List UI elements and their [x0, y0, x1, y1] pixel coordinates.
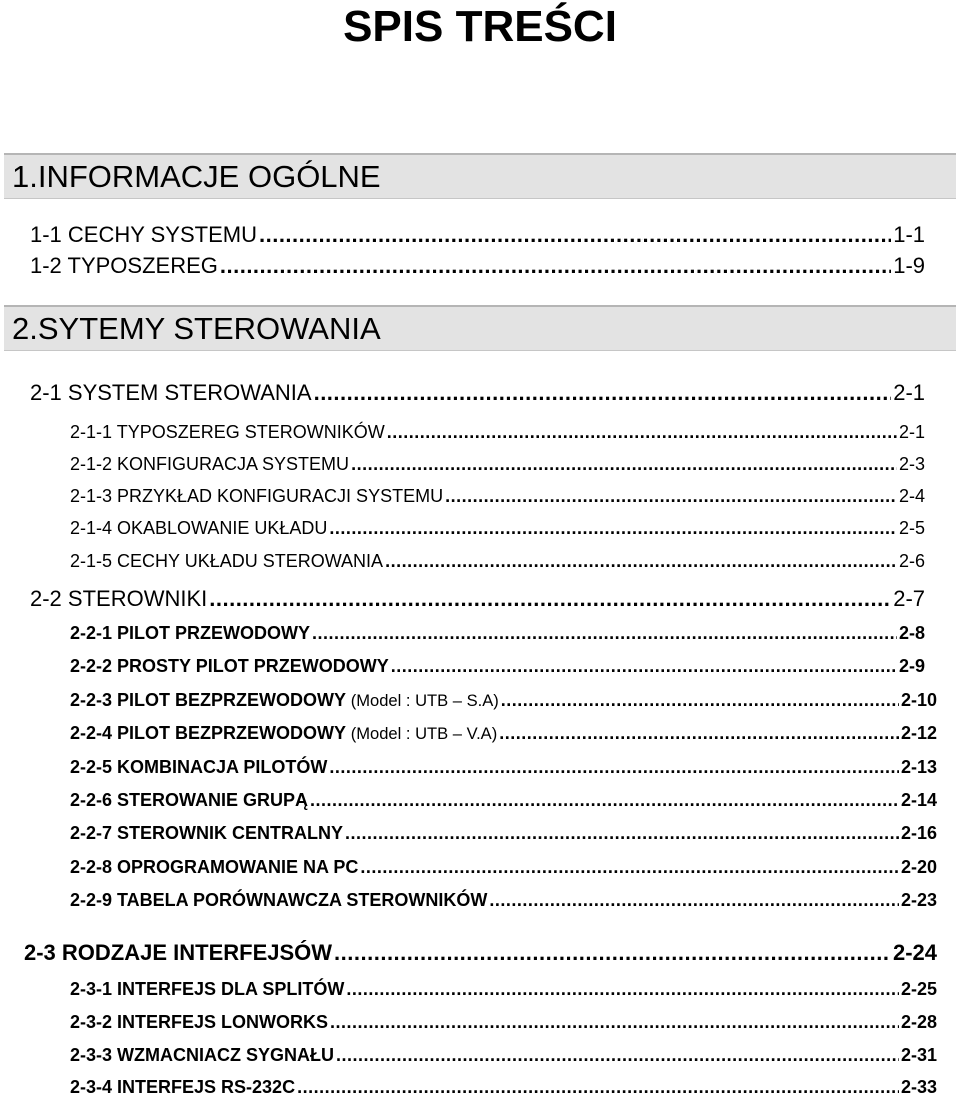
toc-entry-label: 2-2-5 KOMBINACJA PILOTÓW: [70, 757, 328, 777]
toc-entry-label: 2-1-3 PRZYKŁAD KONFIGURACJI SYSTEMU: [70, 486, 444, 506]
toc-entry[interactable]: [70, 690, 937, 711]
section-heading-2: [4, 305, 956, 351]
toc-entry[interactable]: [70, 656, 925, 677]
toc-entry-label: 2-1-1 TYPOSZEREG STEROWNIKÓW: [70, 422, 385, 442]
dot-leader: [209, 586, 891, 612]
toc-entry-page: 2-33: [900, 1077, 937, 1097]
dot-leader: [445, 486, 897, 507]
dot-leader: [391, 656, 897, 677]
toc-entry[interactable]: [70, 454, 925, 475]
toc-entry-page: 2-25: [900, 979, 937, 999]
dot-leader: [351, 454, 897, 475]
toc-entry-page: 2-28: [900, 1012, 937, 1032]
toc-entry-label: [70, 723, 497, 744]
dot-leader: [499, 723, 899, 744]
toc-entry-model: (Model : UTB – V.A): [350, 724, 498, 743]
toc-entry-label: 2-3-4 INTERFEJS RS-232C: [70, 1077, 296, 1097]
toc-entry-label: 2-3-1 INTERFEJS DLA SPLITÓW: [70, 979, 345, 999]
dot-leader: [346, 979, 899, 1000]
toc-entry[interactable]: [24, 940, 937, 966]
toc-entry-page: 2-6: [898, 551, 925, 571]
toc-entry-page: 2-12: [900, 723, 937, 743]
dot-leader: [329, 757, 899, 778]
toc-entry-page: 2-1: [893, 380, 925, 405]
toc-entry[interactable]: [70, 857, 937, 878]
toc-entry-page: 2-16: [900, 823, 937, 843]
toc-entry-page: 2-9: [898, 656, 925, 676]
page-title: SPIS TREŚCI: [343, 2, 617, 51]
toc-entry[interactable]: [30, 222, 925, 248]
toc-entry-label: 2-2-9 TABELA PORÓWNAWCZA STEROWNIKÓW: [70, 890, 488, 910]
toc-entry-label: 2-2-7 STEROWNIK CENTRALNY: [70, 823, 344, 843]
toc-entry-label: 2-1-5 CECHY UKŁADU STEROWANIA: [70, 551, 384, 571]
toc-entry-title: 2-2-3 PILOT BEZPRZEWODOWY: [70, 690, 346, 710]
toc-entry[interactable]: [70, 790, 937, 811]
toc-entry-title: 2-2-4 PILOT BEZPRZEWODOWY: [70, 723, 346, 743]
dot-leader: [336, 1045, 899, 1066]
toc-entry-page: 2-3: [898, 454, 925, 474]
toc-entry[interactable]: [70, 890, 937, 911]
toc-entry-page: 2-1: [898, 422, 925, 442]
toc-entry-page: 2-4: [898, 486, 925, 506]
toc-entry-label: 2-1-4 OKABLOWANIE UKŁADU: [70, 518, 328, 538]
toc-entry-page: 2-13: [900, 757, 937, 777]
toc-entry-page: 2-14: [900, 790, 937, 810]
toc-entry-label: 2-2-1 PILOT PRZEWODOWY: [70, 623, 311, 643]
toc-entry-label: 2-2 STEROWNIKI: [30, 586, 208, 611]
toc-entry-page: 2-8: [898, 623, 925, 643]
toc-entry[interactable]: [70, 757, 937, 778]
toc-entry[interactable]: [30, 253, 925, 279]
toc-entry[interactable]: [70, 823, 937, 844]
toc-entry-page: 2-31: [900, 1045, 937, 1065]
toc-entry[interactable]: [30, 380, 925, 406]
dot-leader: [360, 857, 899, 878]
toc-entry[interactable]: [70, 1077, 937, 1098]
dot-leader: [387, 422, 897, 443]
section-heading-1: [4, 153, 956, 199]
dot-leader: [259, 222, 891, 248]
toc-entry-page: 1-1: [893, 222, 925, 247]
toc-entry[interactable]: [70, 723, 937, 744]
toc-entry[interactable]: [70, 1045, 937, 1066]
toc-entry[interactable]: [70, 551, 925, 572]
toc-entry-label: [70, 690, 499, 711]
dot-leader: [329, 518, 897, 539]
toc-entry-page: 2-10: [900, 690, 937, 710]
dot-leader: [310, 790, 899, 811]
dot-leader: [312, 623, 897, 644]
toc-entry-page: 2-7: [893, 586, 925, 611]
section-heading-text: 2.SYTEMY STEROWANIA: [12, 311, 381, 346]
toc-entry-label: 2-2-8 OPROGRAMOWANIE NA PC: [70, 857, 359, 877]
toc-entry[interactable]: [70, 486, 925, 507]
dot-leader: [297, 1077, 899, 1098]
toc-entry-page: 2-23: [900, 890, 937, 910]
dot-leader: [334, 940, 891, 966]
section-heading-text: 1.INFORMACJE OGÓLNE: [12, 159, 381, 194]
toc-entry-page: 2-20: [900, 857, 937, 877]
toc-entry-page: 2-5: [898, 518, 925, 538]
toc-entry-page: 1-9: [893, 253, 925, 278]
toc-entry-label: 2-2-6 STEROWANIE GRUPĄ: [70, 790, 309, 810]
toc-entry[interactable]: [30, 586, 925, 612]
dot-leader: [385, 551, 897, 572]
dot-leader: [220, 253, 891, 279]
toc-entry[interactable]: [70, 979, 937, 1000]
toc-entry[interactable]: [70, 623, 925, 644]
toc-entry-label: 2-3 RODZAJE INTERFEJSÓW: [24, 940, 333, 965]
toc-entry[interactable]: [70, 1012, 937, 1033]
dot-leader: [330, 1012, 899, 1033]
toc-entry-label: 2-1 SYSTEM STEROWANIA: [30, 380, 312, 405]
toc-entry-label: 1-2 TYPOSZEREG: [30, 253, 218, 278]
toc-entry-label: 2-3-3 WZMACNIACZ SYGNAŁU: [70, 1045, 334, 1065]
dot-leader: [345, 823, 899, 844]
toc-entry-page: 2-24: [892, 940, 937, 965]
toc-entry-label: 2-1-2 KONFIGURACJA SYSTEMU: [70, 454, 350, 474]
dot-leader: [314, 380, 892, 406]
dot-leader: [489, 890, 899, 911]
toc-entry-label: 2-3-2 INTERFEJS LONWORKS: [70, 1012, 329, 1032]
toc-entry[interactable]: [70, 518, 925, 539]
toc-entry[interactable]: [70, 422, 925, 443]
toc-entry-label: 1-1 CECHY SYSTEMU: [30, 222, 257, 247]
toc-entry-label: 2-2-2 PROSTY PILOT PRZEWODOWY: [70, 656, 389, 676]
dot-leader: [501, 690, 899, 711]
toc-entry-model: (Model : UTB – S.A): [350, 691, 499, 710]
